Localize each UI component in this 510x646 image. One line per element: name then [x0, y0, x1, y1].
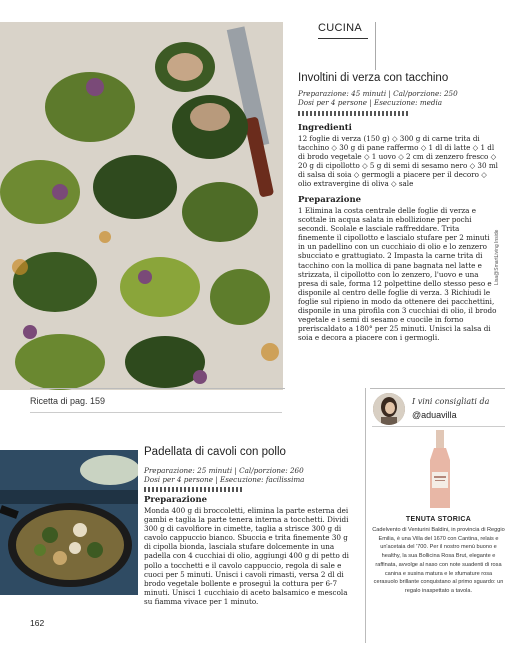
preparation-text: 1 Elimina la costa centrale delle foglie di verza e scottale in acqua salata in ebollizione per pochi secondi. Scolale e lasciale raffreddare. Trita finemente il cipollotto e lascialo stufare per 2 minuti in un padellino con un cucchiaio di olio e lo zenzero sbucciato e grattugiato. 2 Impasta la carne trita di tacchino con la mollica di pane bagnata nel latte e strizzata, il cipollotto con lo zenzero, l'uovo e una presa di sale, forma 12 polpettine dello stesso peso e disponile al centro delle foglie di verza. 3 Richiudi le foglie sul ripieno in modo da ottenere dei pacchettini, disponile in una pirofila con 3 cucchiai di olio, il brodo vegetale e i semi di sesamo e cuocile in forno preriscaldato a 180° per 25 minuti. Unisci la salsa di soia e decora a piacere con i germogli. — [298, 206, 497, 343]
wine-bottle-image — [420, 430, 460, 510]
recipe2-meta-line2: Dosi per 4 persone | Esecuzione: facilissima — [144, 475, 305, 484]
wine-name: TENUTA STORICA — [405, 516, 472, 523]
recipe1-meta — [298, 89, 498, 107]
chicken-cabbage-pan-photo — [0, 450, 138, 595]
divider-wave — [298, 111, 408, 116]
recipe2-preparation-text: Monda 400 g di broccoletti, elimina la parte esterna dei gambi e taglia la parte tenera interna a tocchetti. Dividi 300 g di cavolfiore in cimette, taglia a strisce 300 g di cavolo cappuccio bianco. Sbuccia e trita finemente 30 g di cipolla bionda, lasciala stufare dolcemente in una padella con 4 cucchiai di olio, aggiungi 400 g di petto di pollo a tocchetti e il cavolo cappuccio, regola di sale e cuoci per 5 minuti. Unisci i cavoli rimasti, versa 2 dl di brodo vegetale bollente e proseguì la cottura per 6-7 minuti. Unisci 1 cucchiaio di aceto balsamico e mescola su fiamma vivace per 1 minuto. — [144, 506, 349, 606]
reference-rule — [30, 412, 282, 413]
ingredients-text: 12 foglie di verza (150 g) ◇ 300 g di carne trita di tacchino ◇ 30 g di pane raffermo ◇ 1 dl di latte ◇ 1 dl di brodo vegetale ◇ 1 uovo ◇ 2 cm di zenzero fresco ◇ 20 g di cipollotto ◇ 5 g di semi di sesamo nero ◇ 30 ml di salsa di soia ◇ germogli a piacere per il decoro ◇ olio extravergine di oliva ◇ sale — [298, 134, 498, 189]
photo-credit: Lisa@SmartLiving Inside — [494, 229, 500, 285]
preparation-heading: Preparazione — [298, 195, 362, 205]
page-number: 162 — [30, 618, 45, 628]
handle-rule — [372, 426, 505, 427]
cabbage-rolls-photo — [0, 22, 283, 390]
recipe1-meta-line2: Dosi per 4 persone | Esecuzione: media — [298, 98, 443, 107]
divider-wave-2 — [144, 487, 244, 492]
horizontal-rule — [30, 388, 285, 389]
vertical-rule-middle — [365, 388, 366, 643]
recipe2-meta-line1: Preparazione: 25 minuti | Cal/porzione: 260 — [144, 466, 304, 475]
wine-top-rule — [370, 388, 505, 389]
ingredients-heading: Ingredienti — [298, 123, 352, 133]
avatar — [373, 393, 405, 425]
recipe-reference: Ricetta di pag. 159 — [30, 396, 106, 406]
vertical-rule — [375, 22, 376, 70]
recipe2-title: Padellata di cavoli con pollo — [144, 446, 286, 458]
recipe1-meta-line1: Preparazione: 45 minuti | Cal/porzione: 250 — [298, 89, 458, 98]
wine-intro: I vini consigliati da — [412, 397, 490, 406]
author-handle[interactable]: @aduavilla — [412, 410, 457, 420]
section-label: CUCINA — [318, 22, 368, 39]
recipe2-meta — [144, 466, 324, 484]
recipe1-title: Involtini di verza con tacchino — [298, 72, 449, 84]
recipe2-preparation-heading: Preparazione — [144, 495, 208, 505]
wine-description: Cadelvento di Venturini Baldini, in provincia di Reggio Emilia, è una Villa del 1670 con Cantina, relais e un'acetaia del '700. Per il nostro menù buono e healthy, la sua Bollicina Rosa Brut, elegante e raffinata, avvolge al naso con note suadenti di rosa canina e susina matura e le sfumature rosa cerasuolo brillante conquistano al primo sguardo: un regalo inaspettato a tavola. — [372, 527, 505, 594]
